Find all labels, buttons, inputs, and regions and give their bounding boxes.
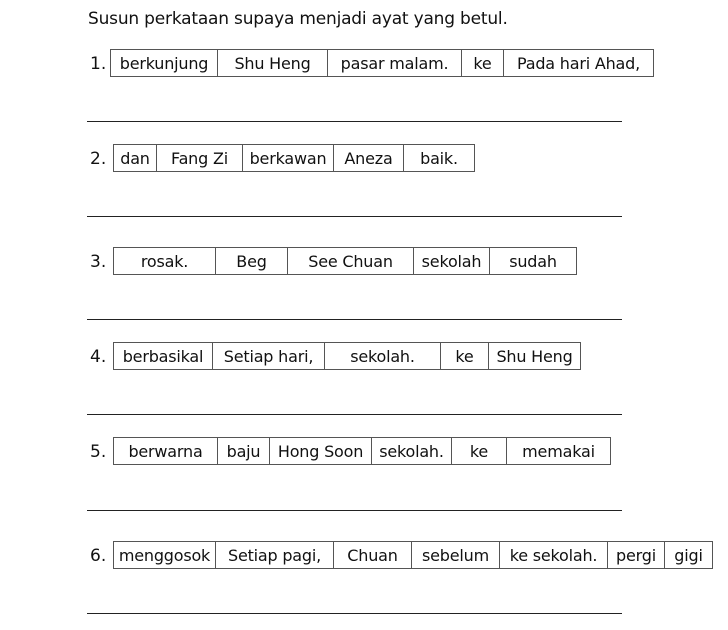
answer-line xyxy=(87,510,622,511)
word-box: rosak. xyxy=(140,251,189,271)
word-box: See Chuan xyxy=(287,248,413,274)
instruction-text: Susun perkataan supaya menjadi ayat yang betul. xyxy=(88,9,508,29)
question-5 xyxy=(0,437,728,467)
word-box: ke xyxy=(461,50,503,76)
question-number: 2. xyxy=(90,149,107,169)
word-box: sebelum xyxy=(411,542,499,568)
word-box: berkawan xyxy=(242,145,333,171)
word-box: berwarna xyxy=(128,441,203,461)
word-box: Setiap hari, xyxy=(212,343,324,369)
word-boxes xyxy=(113,437,611,465)
answer-line xyxy=(87,613,622,614)
question-3 xyxy=(0,247,728,277)
word-box: pergi xyxy=(607,542,664,568)
question-number: 4. xyxy=(90,347,107,367)
word-box: Shu Heng xyxy=(217,50,327,76)
word-box: ke sekolah. xyxy=(499,542,607,568)
word-box: Shu Heng xyxy=(488,343,580,369)
question-number: 1. xyxy=(90,54,107,74)
answer-line xyxy=(87,121,622,122)
word-box: ke xyxy=(440,343,488,369)
word-box: sekolah xyxy=(413,248,489,274)
word-box: gigi xyxy=(664,542,712,568)
word-box: Hong Soon xyxy=(269,438,371,464)
word-box: sudah xyxy=(489,248,576,274)
word-box: ke xyxy=(451,438,506,464)
question-number: 5. xyxy=(90,442,107,462)
word-boxes xyxy=(113,541,713,569)
word-box: berbasikal xyxy=(122,346,204,366)
word-boxes xyxy=(113,342,581,370)
word-box: berkunjung xyxy=(119,53,209,73)
word-box: pasar malam. xyxy=(327,50,461,76)
word-box: dan xyxy=(120,148,150,168)
word-box: baik. xyxy=(403,145,474,171)
question-6 xyxy=(0,541,728,571)
word-boxes xyxy=(110,49,654,77)
answer-line xyxy=(87,319,622,320)
answer-line xyxy=(87,414,622,415)
word-box: menggosok xyxy=(118,545,211,565)
question-2 xyxy=(0,144,728,174)
word-box: sekolah. xyxy=(324,343,440,369)
word-box: Beg xyxy=(215,248,287,274)
question-4 xyxy=(0,342,728,372)
word-box: Fang Zi xyxy=(156,145,242,171)
question-number: 3. xyxy=(90,252,107,272)
word-box: memakai xyxy=(506,438,610,464)
word-box: Aneza xyxy=(333,145,403,171)
word-box: Setiap pagi, xyxy=(215,542,333,568)
word-box: baju xyxy=(217,438,269,464)
word-box: sekolah. xyxy=(371,438,451,464)
word-box: Pada hari Ahad, xyxy=(503,50,653,76)
answer-line xyxy=(87,216,622,217)
word-boxes xyxy=(113,247,577,275)
word-boxes xyxy=(113,144,475,172)
question-number: 6. xyxy=(90,546,107,566)
question-1 xyxy=(0,49,728,79)
word-box: Chuan xyxy=(333,542,411,568)
